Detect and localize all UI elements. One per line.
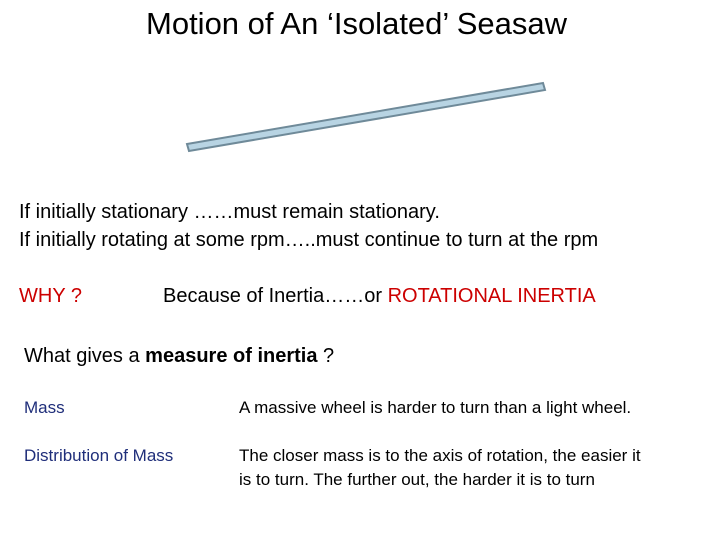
row-text-mass: A massive wheel is harder to turn than a light wheel. [239, 398, 632, 417]
inertia-question [24, 345, 334, 368]
question-emphasis: measure of inertia [145, 345, 318, 367]
because-statement [163, 285, 596, 308]
because-text: Because of Inertia……or [163, 285, 388, 307]
statement-stationary: If initially stationary ……must remain stationary. [19, 201, 440, 223]
why-question: WHY ? [19, 285, 82, 307]
seesaw-plank [187, 83, 545, 151]
row-label-distribution: Distribution of Mass [24, 446, 174, 465]
question-prefix: What gives a [24, 345, 146, 367]
page-title: Motion of An ‘Isolated’ Seasaw [146, 6, 568, 41]
row-text-distribution-line2: is to turn. The further out, the harder it is to turn [239, 470, 595, 489]
statement-rotating: If initially rotating at some rpm…..must continue to turn at the rpm [19, 229, 599, 251]
question-suffix: ? [317, 345, 335, 367]
rotational-inertia-term: ROTATIONAL INERTIA [387, 285, 596, 307]
row-text-distribution-line1: The closer mass is to the axis of rotation, the easier it [239, 446, 641, 465]
seesaw-plank-image [180, 75, 560, 155]
row-label-mass: Mass [24, 398, 65, 417]
